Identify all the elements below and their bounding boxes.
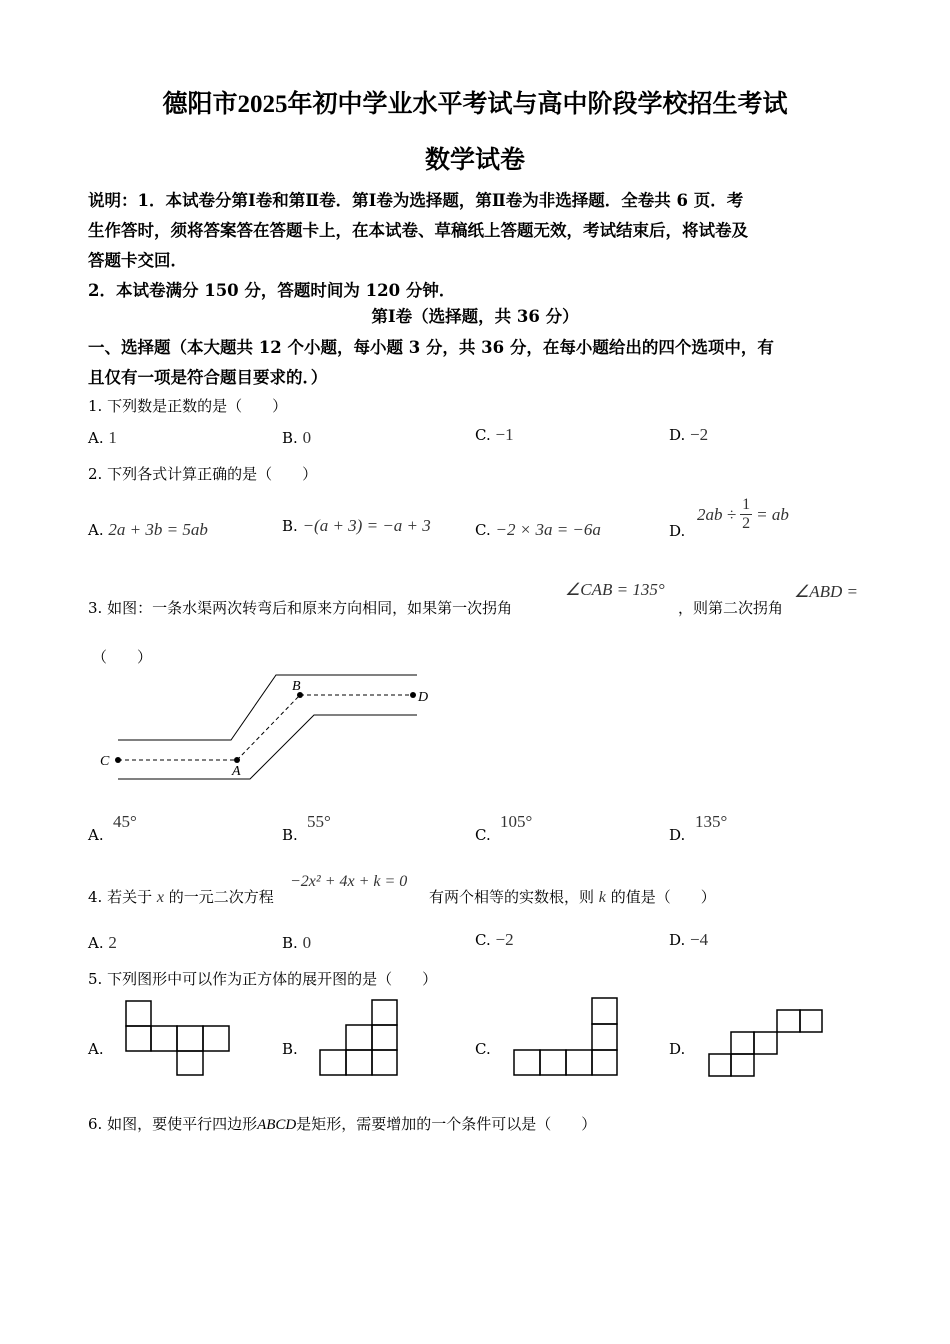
instructions-line-1: 说明：1．本试卷分第Ⅰ卷和第Ⅱ卷．第Ⅰ卷为选择题，第Ⅱ卷为非选择题．全卷共 6 页．考	[88, 191, 744, 210]
section-header-line-1: 一、选择题（本大题共 12 个小题，每小题 3 分，共 36 分，在每小题给出的四个选项中，有	[88, 338, 774, 357]
q4-option-a: A. 2	[88, 933, 117, 952]
q5-option-c-net	[508, 992, 623, 1080]
point-label-b: B	[292, 679, 301, 694]
question-2-stem: 2. 下列各式计算正确的是（ ）	[88, 465, 318, 483]
q3-option-c-label: C.	[475, 826, 491, 844]
q5-option-b-net	[314, 995, 404, 1080]
q3-option-c-value: 105°	[500, 812, 533, 831]
question-3-stem-mid: ，则第二次拐角	[678, 599, 784, 617]
q3-angle-cab: ∠CAB = 135°	[565, 580, 665, 599]
q5-option-a-label: A.	[88, 1040, 104, 1058]
section-header-line-2: 且仅有一项是符合题目要求的．）	[88, 368, 328, 387]
q3-option-b-label: B.	[282, 826, 298, 844]
exam-title: 德阳市2025年初中学业水平考试与高中阶段学校招生考试	[162, 91, 788, 118]
question-3-stem: 3. 如图：一条水渠两次转弯后和原来方向相同，如果第一次拐角	[88, 599, 513, 617]
question-5-stem: 5. 下列图形中可以作为正方体的展开图的是（ ）	[88, 970, 438, 988]
q3-option-d-value: 135°	[695, 812, 728, 831]
q2-option-d-label: D.	[669, 522, 686, 540]
q3-option-b-value: 55°	[307, 812, 331, 831]
point-label-a: A	[232, 764, 241, 779]
q3-angle-abd: ∠ABD =	[794, 582, 859, 601]
q4-option-c: C. −2	[475, 930, 514, 949]
instructions-line-2: 生作答时，须将答案答在答题卡上，在本试卷、草稿纸上答题无效，考试结束后，将试卷及	[88, 221, 748, 240]
q1-option-a: A. 1	[88, 428, 117, 447]
instructions-line-4: 2．本试卷满分 150 分，答题时间为 120 分钟．	[88, 281, 456, 300]
question-3-stem-end: （ ）	[92, 648, 153, 666]
part1-heading: 第Ⅰ卷（选择题，共 36 分）	[371, 307, 579, 326]
q4-option-d: D. −4	[669, 930, 709, 949]
q5-option-c-label: C.	[475, 1040, 491, 1058]
question-6-stem: 6. 如图，要使平行四边形ABCD是矩形，需要增加的一个条件可以是（ ）	[88, 1115, 597, 1133]
canal-figure	[95, 670, 429, 785]
q4-equation: −2x² + 4x + k = 0	[290, 873, 408, 890]
instructions-line-3: 答题卡交回．	[88, 251, 187, 270]
q1-option-c: C. −1	[475, 425, 514, 444]
q2-option-b: B. −(a + 3) = −a + 3	[282, 516, 431, 535]
q4-option-b: B. 0	[282, 933, 312, 952]
q2-option-d-expression: 2ab ÷ 1 2 = ab	[697, 496, 789, 532]
exam-subtitle: 数学试卷	[424, 147, 525, 174]
q1-option-d: D. −2	[669, 425, 709, 444]
q5-option-b-label: B.	[282, 1040, 298, 1058]
q1-option-b: B. 0	[282, 428, 312, 447]
point-label-d: D	[418, 690, 429, 705]
point-label-c: C	[100, 754, 110, 769]
q3-option-a-value: 45°	[113, 812, 137, 831]
q5-option-d-label: D.	[669, 1040, 686, 1058]
q3-option-a-label: A.	[88, 826, 104, 844]
q5-option-d-net	[703, 1005, 828, 1080]
q5-option-a-net	[120, 995, 235, 1080]
question-4-stem-pre: 4. 若关于 x 的一元二次方程	[88, 888, 274, 906]
q2-option-c: C. −2 × 3a = −6a	[475, 520, 601, 539]
q2-option-a: A. 2a + 3b = 5ab	[88, 520, 208, 539]
q3-option-d-label: D.	[669, 826, 686, 844]
question-4-stem-post: 有两个相等的实数根，则 k 的值是（ ）	[429, 888, 716, 906]
question-1-stem: 1. 下列数是正数的是（ ）	[88, 397, 288, 415]
fraction: 1 2	[742, 496, 751, 532]
